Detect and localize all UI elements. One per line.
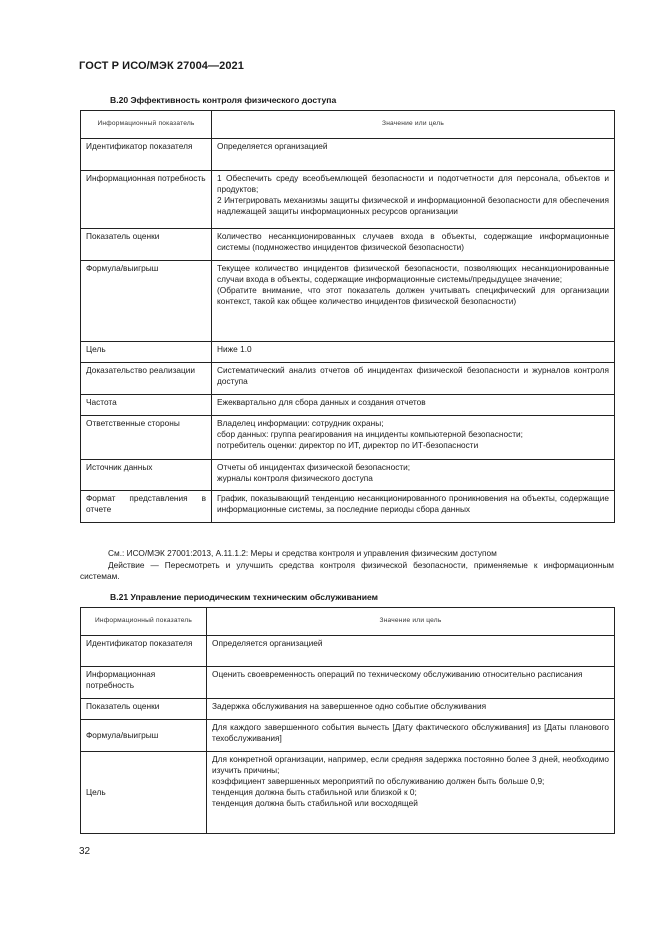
- row-label: Цель: [81, 752, 207, 834]
- row-value: Оценить своевременность операций по техническому обслуживанию относительно расписания: [207, 667, 615, 699]
- table-row: [81, 752, 615, 834]
- table-b21: [80, 607, 615, 834]
- table-row: [81, 342, 615, 363]
- row-label: Источник данных: [81, 460, 212, 491]
- column-header-value: Значение или цель: [212, 111, 615, 139]
- note-action: Действие — Пересмотреть и улучшить средства контроля физической безопасности, применяемые к информационным системам.: [80, 559, 614, 581]
- row-label: Формула/выигрыш: [81, 261, 212, 342]
- row-label: Доказательство реализации: [81, 363, 212, 395]
- row-label: Идентификатор показателя: [81, 139, 212, 171]
- row-label: Идентификатор показателя: [81, 636, 207, 667]
- row-value: 1 Обеспечить среду всеобъемлющей безопасности и подотчетности для персонала, объектов и продуктов; 2 Интегрировать механизмы защиты физической и информационной безопасности для обеспечения надлежащей защиты информационных ресурсов организации: [212, 171, 615, 229]
- table-row: [81, 363, 615, 395]
- row-value: Ежеквартально для сбора данных и создания отчетов: [212, 395, 615, 416]
- column-header-value: Значение или цель: [207, 608, 615, 636]
- row-value: Владелец информации: сотрудник охраны; сбор данных: группа реагирования на инциденты компьютерной безопасности; потребитель оценки: директор по ИТ, директор по ИТ-безопасности: [212, 416, 615, 460]
- table-row: [81, 395, 615, 416]
- table-row: [81, 229, 615, 261]
- table-row: [81, 720, 615, 752]
- row-value: Для каждого завершенного события вычесть [Дату фактического обслуживания] из [Даты планового техобслуживания]: [207, 720, 615, 752]
- page-number: 32: [79, 846, 91, 857]
- table-row: [81, 460, 615, 491]
- row-label: Ответственные стороны: [81, 416, 212, 460]
- table-row: [81, 699, 615, 720]
- note-block-b20: [80, 548, 614, 583]
- row-value: Для конкретной организации, например, если средняя задержка постоянно более 3 дней, необходимо изучить причины; коэффициент завершенных мероприятий по обслуживанию должен быть больше 0,9; тенденция должна быть стабильной или близкой к 0; тенденция должна быть стабильной или восходящей: [207, 752, 615, 834]
- table-header-row: [81, 608, 615, 636]
- row-label: Цель: [81, 342, 212, 363]
- row-value: Определяется организацией: [207, 636, 615, 667]
- column-header-indicator: Информационный показатель: [81, 111, 212, 139]
- row-value: Ниже 1.0: [212, 342, 615, 363]
- row-value: Текущее количество инцидентов физической безопасности, позволяющих несанкционированные случаи входа в объекты, содержащие информационные системы/предыдущее значение; (Обратите внимание, что этот показатель должен учитывать специфический для организации контекст, такой как общее количество инцидентов физической безопасности): [212, 261, 615, 342]
- table-row: [81, 139, 615, 171]
- table-row: [81, 171, 615, 229]
- page-header: ГОСТ Р ИСО/МЭК 27004—2021: [79, 60, 244, 72]
- row-label: Показатель оценки: [81, 229, 212, 261]
- row-value: Количество несанкционированных случаев входа в объекты, содержащие информационные системы (подмножество инцидентов физической безопасности): [212, 229, 615, 261]
- section-title-b21: В.21 Управление периодическим техническим обслуживанием: [110, 592, 379, 602]
- row-value: Отчеты об инцидентах физической безопасности; журналы контроля физического доступа: [212, 460, 615, 491]
- section-title-b20: В.20 Эффективность контроля физического доступа: [110, 95, 337, 105]
- row-label: Частота: [81, 395, 212, 416]
- column-header-indicator: Информационный показатель: [81, 608, 207, 636]
- row-value: Систематический анализ отчетов об инцидентах физической безопасности и журналов контроля доступа: [212, 363, 615, 395]
- table-b20: [80, 110, 615, 523]
- row-label: Формула/выигрыш: [81, 720, 207, 752]
- row-value: График, показывающий тенденцию несанкционированного проникновения на объекты, содержащие информационные системы, за последние периоды сбора данных: [212, 491, 615, 523]
- table-row: [81, 261, 615, 342]
- note-reference: См.: ИСО/МЭК 27001:2013, А.11.1.2: Меры и средства контроля и управления физическим доступом: [108, 548, 497, 558]
- row-label: Показатель оценки: [81, 699, 207, 720]
- row-label: Формат представления в отчете: [81, 491, 212, 523]
- row-label: Информационная потребность: [81, 171, 212, 229]
- row-value: Определяется организацией: [212, 139, 615, 171]
- row-value: Задержка обслуживания на завершенное одно событие обслуживания: [207, 699, 615, 720]
- table-row: [81, 636, 615, 667]
- row-label: Информационная потребность: [81, 667, 207, 699]
- table-row: [81, 667, 615, 699]
- table-row: [81, 416, 615, 460]
- table-header-row: [81, 111, 615, 139]
- table-row: [81, 491, 615, 523]
